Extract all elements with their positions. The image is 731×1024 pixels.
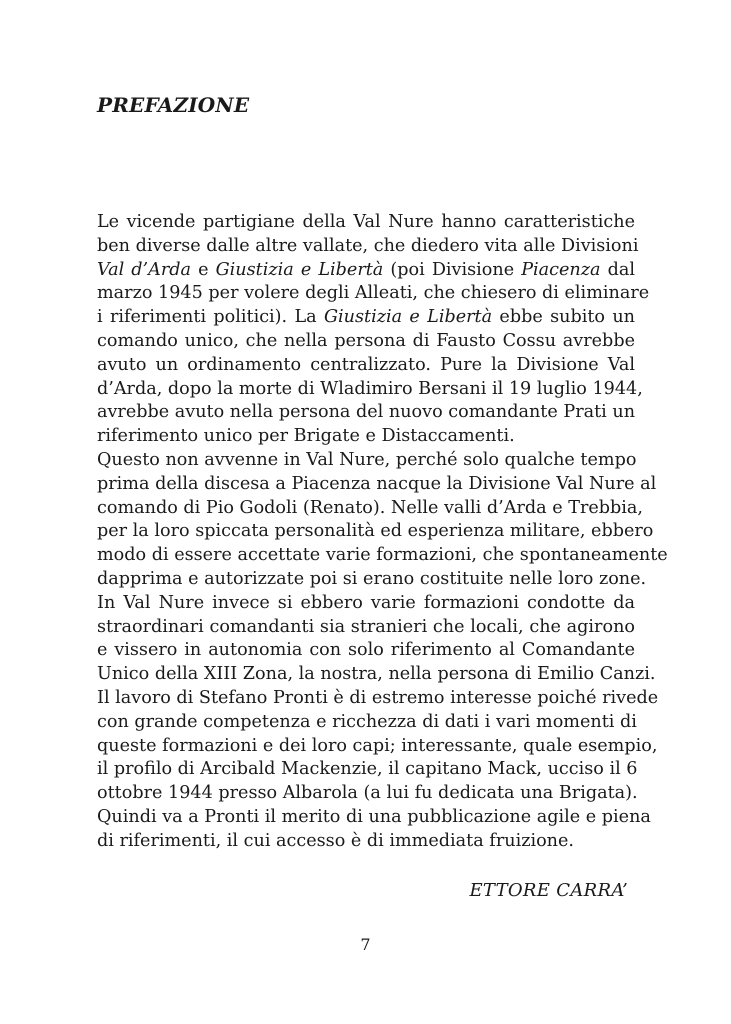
text-segment: comando unico, che nella persona di Fausto Cossu avrebbe xyxy=(97,330,635,351)
text-segment: avuto un ordinamento centralizzato. Pure la Divisione Val xyxy=(97,354,635,375)
page-number: 7 xyxy=(360,935,371,954)
paragraph-2 xyxy=(97,449,668,854)
text-line xyxy=(97,211,635,235)
text-line xyxy=(97,330,635,354)
text-line: queste formazioni e dei loro capi; interessante, quale esempio, xyxy=(97,735,658,756)
text-line: Questo non avvenne in Val Nure, perché solo qualche tempo xyxy=(97,449,637,470)
text-line xyxy=(97,425,635,449)
italic-text: Piacenza xyxy=(521,259,601,280)
paragraph-1 xyxy=(97,211,650,449)
signature: ETTORE CARRA’ xyxy=(469,880,628,901)
text-segment: avrebbe avuto nella persona del nuovo comandante Prati un xyxy=(97,402,636,423)
text-segment: Le vicende partigiane della Val Nure hanno caratteristiche xyxy=(97,212,635,232)
text-line xyxy=(97,259,635,283)
text-line: dapprima e autorizzate poi si erano costituite nelle loro zone. xyxy=(97,568,647,589)
preface-body xyxy=(97,211,668,854)
italic-text: Val d’Arda xyxy=(97,259,192,280)
text-line: comando di Pio Godoli (Renato). Nelle valli d’Arda e Trebbia, xyxy=(97,497,644,518)
text-line: Quindi va a Pronti il merito di una pubblicazione agile e piena xyxy=(97,806,651,827)
text-line xyxy=(97,235,639,259)
text-line xyxy=(97,354,635,378)
text-segment: (poi Divisione xyxy=(383,259,522,280)
text-line: Il lavoro di Stefano Pronti è di estremo interesse poiché rivede xyxy=(97,687,659,708)
text-line: In Val Nure invece si ebbero varie formazioni condotte da xyxy=(97,592,635,613)
text-line: straordinari comandanti sia stranieri che locali, che agirono xyxy=(97,616,635,637)
text-line: ottobre 1944 presso Albarola (a lui fu dedicata una Brigata). xyxy=(97,783,638,804)
text-line: Unico della XIII Zona, la nostra, nella persona di Emilio Canzi. xyxy=(97,664,656,685)
page-title: PREFAZIONE xyxy=(97,93,250,117)
text-line xyxy=(97,306,635,330)
text-segment: d’Arda, dopo la morte di Wladimiro Bersani il 19 luglio 1944, xyxy=(97,378,643,399)
text-line: di riferimenti, il cui accesso è di immediata fruizione. xyxy=(97,830,575,851)
text-line: e vissero in autonomia con solo riferimento al Comandante xyxy=(97,640,635,661)
text-line xyxy=(97,282,650,306)
text-segment: marzo 1945 per volere degli Alleati, che chiesero di eliminare xyxy=(97,283,650,304)
text-segment: riferimento unico per Brigate e Distaccamenti. xyxy=(97,426,515,447)
text-line: il profilo di Arcibald Mackenzie, il capitano Mack, ucciso il 6 xyxy=(97,759,638,780)
text-segment: ben diverse dalle altre vallate, che diedero vita alle Divisioni xyxy=(97,235,639,256)
italic-text: Giustizia e Libertà xyxy=(215,259,384,280)
text-segment: i riferimenti politici). La xyxy=(97,307,324,328)
text-segment: e xyxy=(191,259,216,280)
text-line: con grande competenza e ricchezza di dati i vari momenti di xyxy=(97,711,637,732)
italic-text: Giustizia e Libertà xyxy=(323,307,493,328)
text-segment: dal xyxy=(600,259,635,280)
text-line: per la loro spiccata personalità ed esperienza militare, ebbero xyxy=(97,521,654,542)
text-line xyxy=(97,401,635,425)
text-line: prima della discesa a Piacenza nacque la Divisione Val Nure al xyxy=(97,473,657,494)
text-segment: ebbe subito un xyxy=(492,307,635,328)
text-line: modo di essere accettate varie formazioni, che spontaneamente xyxy=(97,545,668,566)
text-line xyxy=(97,378,643,402)
